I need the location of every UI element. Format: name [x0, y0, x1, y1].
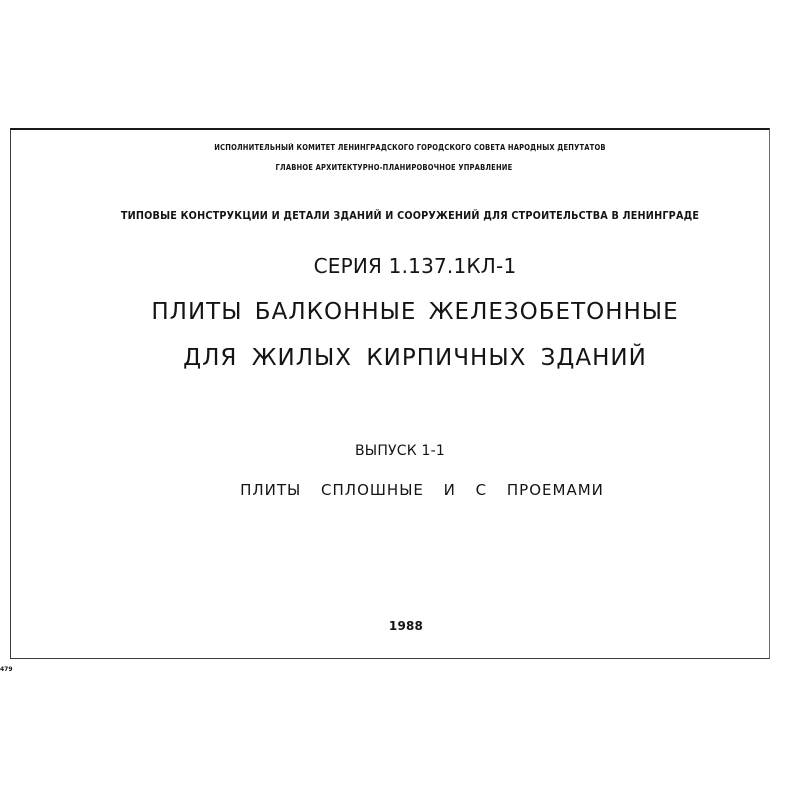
issue-subtitle: ПЛИТЫ СПЛОШНЫЕ И С ПРОЕМАМИ — [240, 481, 604, 499]
sheet-frame-border — [10, 128, 770, 659]
document-title-line-2: ДЛЯ ЖИЛЫХ КИРПИЧНЫХ ЗДАНИЙ — [183, 345, 647, 371]
sheet-number: 479 — [0, 666, 13, 673]
series-designation: СЕРИЯ 1.137.1КЛ-1 — [313, 254, 517, 278]
issue-number: ВЫПУСК 1-1 — [354, 443, 446, 459]
organization-line-2: ГЛАВНОЕ АРХИТЕКТУРНО-ПЛАНИРОВОЧНОЕ УПРАВЛЕНИЕ — [275, 163, 513, 172]
program-title: ТИПОВЫЕ КОНСТРУКЦИИ И ДЕТАЛИ ЗДАНИЙ И СООРУЖЕНИЙ ДЛЯ СТРОИТЕЛЬСТВА В ЛЕНИНГРАДЕ — [120, 210, 700, 222]
document-title-line-1: ПЛИТЫ БАЛКОННЫЕ ЖЕЛЕЗОБЕТОННЫЕ — [151, 299, 679, 325]
publication-year: 1988 — [388, 619, 424, 633]
organization-line-1: ИСПОЛНИТЕЛЬНЫЙ КОМИТЕТ ЛЕНИНГРАДСКОГО ГОРОДСКОГО СОВЕТА НАРОДНЫХ ДЕПУТАТОВ — [214, 143, 606, 152]
